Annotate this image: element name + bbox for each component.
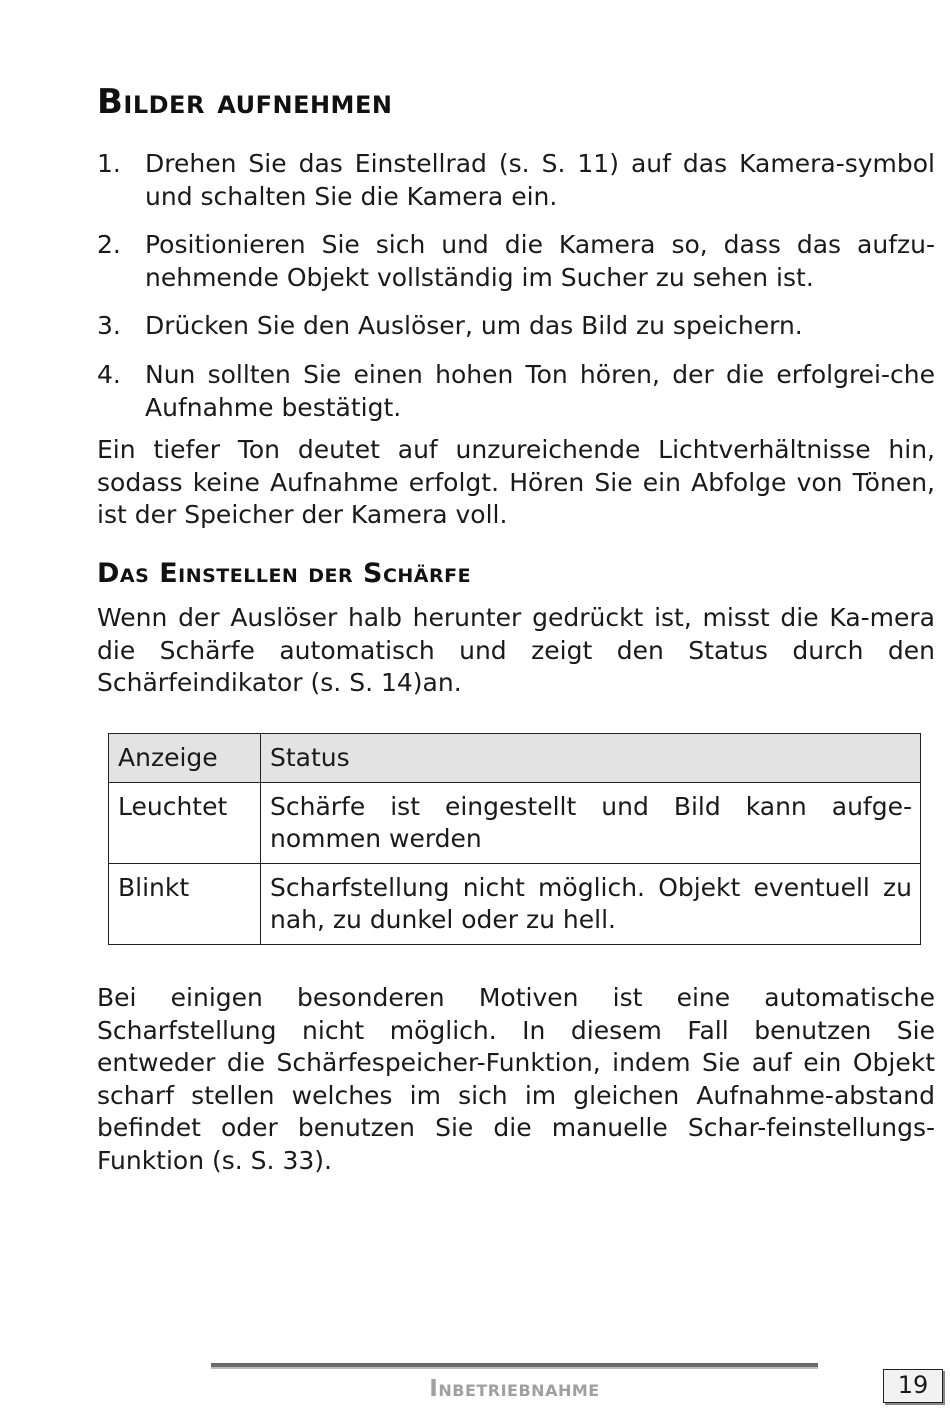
step-number: 1. bbox=[97, 149, 121, 178]
table-cell-indicator: Leuchtet bbox=[109, 783, 261, 864]
table-row bbox=[109, 783, 921, 864]
steps-list bbox=[97, 148, 935, 440]
step-number: 2. bbox=[97, 230, 121, 260]
footer-chapter-label: Inbetriebnahme bbox=[429, 1376, 600, 1402]
page-number-box: 19 bbox=[883, 1369, 943, 1403]
list-item bbox=[97, 310, 935, 343]
table-row bbox=[109, 864, 921, 945]
step-text: Positionieren Sie sich und die Kamera so, dass das aufzu-nehmende Objekt vollständig im Sucher zu sehen ist. bbox=[145, 230, 935, 292]
list-item bbox=[97, 229, 935, 294]
step-text: Drücken Sie den Auslöser, um das Bild zu speichern. bbox=[145, 311, 803, 341]
focus-status-table bbox=[108, 733, 921, 945]
list-item bbox=[97, 148, 935, 213]
focus-paragraph: Wenn der Auslöser halb herunter gedrückt ist, misst die Ka-mera die Schärfe automatisch und zeigt den Status durch den Schärfeindikator (s. S. 14)an. bbox=[97, 603, 935, 698]
step-text: Nun sollten Sie einen hohen Ton hören, der die erfolgrei-che Aufnahme bestätigt. bbox=[145, 359, 935, 422]
table-cell-status: Schärfe ist eingestellt und Bild kann aufge-nommen werden bbox=[261, 783, 921, 864]
step-number: 3. bbox=[97, 311, 121, 341]
list-item bbox=[97, 359, 935, 424]
subsection-title: Das Einstellen der Schärfe bbox=[97, 558, 472, 589]
step-text: Drehen Sie das Einstellrad (s. S. 11) auf das Kamera-symbol und schalten Sie die Kamera ein. bbox=[145, 149, 935, 211]
table-header-status: Status bbox=[261, 734, 921, 783]
table-header-row bbox=[109, 734, 921, 783]
table-cell-status: Scharfstellung nicht möglich. Objekt eventuell zu nah, zu dunkel oder zu hell. bbox=[261, 864, 921, 945]
table-header-indicator: Anzeige bbox=[109, 734, 261, 783]
motive-paragraph: Bei einigen besonderen Motiven ist eine automatische Scharfstellung nicht möglich. In diesem Fall benutzen Sie entweder die Schärfespeicher-Funktion, indem Sie auf ein Objekt scharf stellen welches im sich im gleichen Aufnahme-abstand befindet oder benutzen Sie die manuelle Schar-feinstellungs-Funktion (s. S. 33). bbox=[97, 983, 935, 1175]
step-number: 4. bbox=[97, 359, 121, 389]
footer-rule bbox=[211, 1363, 818, 1367]
section-title: Bilder aufnehmen bbox=[97, 82, 393, 122]
tone-paragraph: Ein tiefer Ton deutet auf unzureichende Lichtverhältnisse hin, sodass keine Aufnahme erfolgt. Hören Sie ein Abfolge von Tönen, ist der Speicher der Kamera voll. bbox=[97, 435, 935, 530]
table-cell-indicator: Blinkt bbox=[109, 864, 261, 945]
